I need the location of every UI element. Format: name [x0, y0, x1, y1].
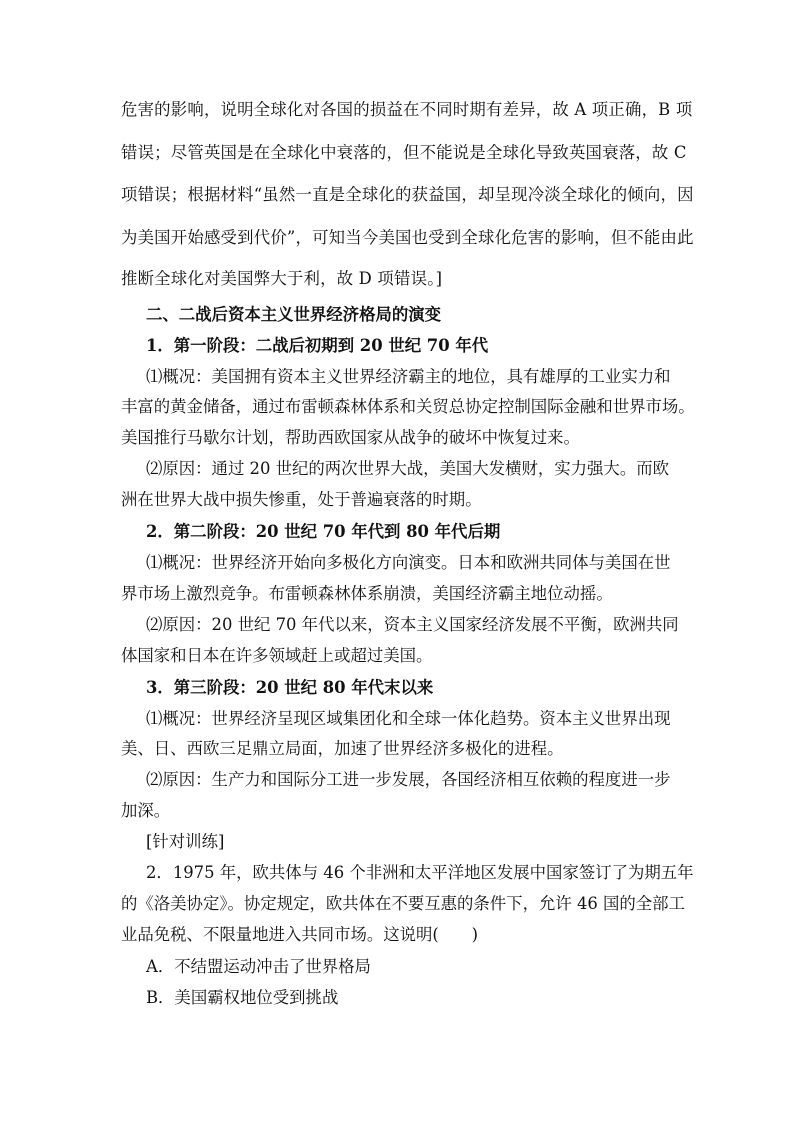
stage-1-overview-line: 美国推行马歇尔计划，帮助西欧国家从战争的破坏中恢复过来。: [121, 428, 580, 447]
question-line: 业品免税、不限量地进入共同市场。这说明( ): [121, 925, 478, 944]
stage-2-overview-line: 界市场上激烈竞争。布雷顿森林体系崩溃，美国经济霸主地位动摇。: [121, 584, 613, 603]
answer-option-a: A．不结盟运动冲击了世界格局: [146, 957, 371, 976]
stage-2-cause-line: ⑵原因：20 世纪 70 年代以来，资本主义国家经济发展不平衡，欧洲共同: [146, 615, 679, 634]
training-label: [针对训练]: [146, 832, 225, 851]
answer-option-b: B．美国霸权地位受到挑战: [146, 988, 339, 1007]
section-heading: 二、二战后资本主义世界经济格局的演变: [146, 305, 442, 324]
stage-3-overview-line: 美、日、西欧三足鼎立局面，加速了世界经济多极化的进程。: [121, 739, 564, 758]
stage-1-overview-line: 丰富的黄金储备，通过布雷顿森林体系和关贸总协定控制国际金融和世界市场。: [121, 397, 695, 416]
stage-3-cause-line: 加深。: [121, 801, 171, 820]
stage-1-cause-line: 洲在世界大战中损失惨重，处于普遍衰落的时期。: [121, 490, 482, 509]
explanation-line: 推断全球化对美国弊大于利，故 D 项错误。]: [121, 269, 443, 288]
stage-3-cause-line: ⑵原因：生产力和国际分工进一步发展，各国经济相互依赖的程度进一步: [146, 770, 671, 789]
stage-2-title: 2．第二阶段：20 世纪 70 年代到 80 年代后期: [146, 522, 501, 541]
question-line: 2．1975 年，欧共体与 46 个非洲和太平洋地区发展中国家签订了为期五年: [146, 863, 694, 882]
explanation-line: 危害的影响，说明全球化对各国的损益在不同时期有差异，故 A 项正确，B 项: [121, 100, 693, 119]
explanation-line: 项错误；根据材料“虽然一直是全球化的获益国，却呈现冷淡全球化的倾向，因: [121, 185, 694, 204]
explanation-line: 错误；尽管英国是在全球化中衰落的，但不能说是全球化导致英国衰落，故 C: [121, 143, 687, 162]
stage-3-title: 3．第三阶段：20 世纪 80 年代末以来: [146, 678, 434, 697]
stage-1-title: 1．第一阶段：二战后初期到 20 世纪 70 年代: [146, 336, 489, 355]
stage-3-overview-line: ⑴概况：世界经济呈现区域集团化和全球一体化趋势。资本主义世界出现: [146, 709, 671, 728]
explanation-line: 为美国开始感受到代价”，可知当今美国也受到全球化危害的影响，但不能由此: [121, 228, 694, 247]
stage-2-overview-line: ⑴概况：世界经济开始向多极化方向演变。日本和欧洲共同体与美国在世: [146, 553, 671, 572]
question-line: 的《洛美协定》。协定规定，欧共体在不要互惠的条件下，允许 46 国的全部工: [121, 894, 685, 913]
stage-2-cause-line: 体国家和日本在许多领域赶上或超过美国。: [121, 646, 433, 665]
stage-1-cause-line: ⑵原因：通过 20 世纪的两次世界大战，美国大发横财，实力强大。而欧: [146, 459, 669, 478]
stage-1-overview-line: ⑴概况：美国拥有资本主义世界经济霸主的地位，具有雄厚的工业实力和: [146, 367, 671, 386]
